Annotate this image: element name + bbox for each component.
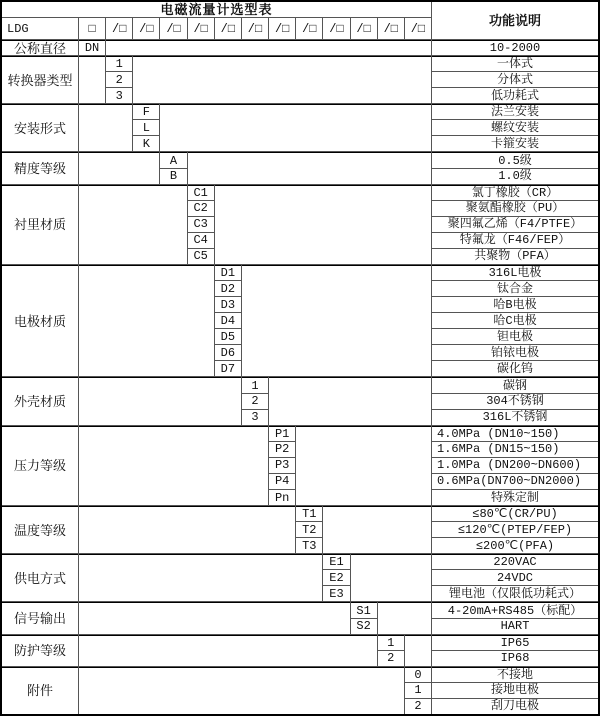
code-cell: E3 [323,586,349,601]
code-cell: D5 [215,329,241,344]
left-spacer [79,506,295,553]
function-cell: 分体式 [432,72,598,87]
left-spacer [79,104,132,151]
code-cell: T3 [296,538,322,553]
category-label: 附件 [2,667,78,714]
left-spacer [79,265,214,377]
code-cell: C3 [188,217,214,232]
model-slot-cell: /□ [215,18,241,39]
code-cell: T1 [296,506,322,521]
left-spacer [79,667,404,714]
right-spacer [133,56,431,103]
category-label: 防护等级 [2,635,78,666]
code-cell: P2 [269,442,295,457]
function-cell: 聚氨酯橡胶（PU） [432,201,598,216]
function-cell: 316L电极 [432,265,598,280]
model-base-code-cell: □ [79,18,105,39]
right-spacer [242,265,431,377]
category-label: 供电方式 [2,554,78,601]
model-slot-cell: /□ [296,18,322,39]
function-cell: 碳钢 [432,377,598,392]
code-cell: C1 [188,185,214,200]
function-cell: HART [432,619,598,634]
model-slot-cell: /□ [242,18,268,39]
code-cell: P1 [269,426,295,441]
function-cell: 钛合金 [432,281,598,296]
function-cell: 4.0MPa (DN10~150) [432,426,598,441]
right-spacer [215,185,431,264]
function-cell: 一体式 [432,56,598,71]
code-cell: 1 [106,56,132,71]
category-label: 衬里材质 [2,185,78,264]
model-slot-cell: /□ [405,18,431,39]
function-cell: ≤120℃(PTEP/FEP) [432,522,598,537]
category-label: 电极材质 [2,265,78,377]
left-spacer [79,426,268,505]
function-column-header: 功能说明 [432,2,598,39]
right-spacer [405,635,431,666]
function-cell: ≤200℃(PFA) [432,538,598,553]
function-cell: 4-20mA+RS485（标配） [432,602,598,617]
model-slot-cell: /□ [188,18,214,39]
function-cell: 24VDC [432,570,598,585]
function-cell: 316L不锈钢 [432,410,598,425]
function-cell: IP68 [432,651,598,666]
code-cell: S2 [351,619,377,634]
code-cell: D6 [215,345,241,360]
function-cell: 220VAC [432,554,598,569]
code-cell: 1 [242,377,268,392]
right-spacer [351,554,431,601]
function-cell: 不接地 [432,667,598,682]
function-cell: 哈B电极 [432,297,598,312]
category-label: 精度等级 [2,152,78,183]
right-spacer [323,506,431,553]
selection-table-grid [2,2,598,714]
model-prefix: LDG [2,18,78,39]
function-cell: 钽电极 [432,329,598,344]
right-spacer [269,377,431,424]
function-cell: 法兰安装 [432,104,598,119]
code-cell: K [133,136,159,151]
category-label: 安装形式 [2,104,78,151]
function-cell: 304不锈钢 [432,394,598,409]
function-cell: 铂铱电极 [432,345,598,360]
left-spacer [79,554,322,601]
category-label: 压力等级 [2,426,78,505]
category-label: 转换器类型 [2,56,78,103]
category-label: 公称直径 [2,40,78,55]
code-cell: Pn [269,490,295,505]
category-label: 外壳材质 [2,377,78,424]
function-cell: 哈C电极 [432,313,598,328]
function-cell: 聚四氟乙烯（F4/PTFE） [432,217,598,232]
model-slot-cell: /□ [269,18,295,39]
code-cell: 2 [405,699,431,714]
left-spacer [79,56,105,103]
code-cell: P3 [269,458,295,473]
code-cell: P4 [269,474,295,489]
function-cell: 特氟龙（F46/FEP） [432,233,598,248]
code-cell: 2 [106,72,132,87]
code-cell: D2 [215,281,241,296]
model-slot-cell: /□ [378,18,404,39]
function-cell: 卡箍安装 [432,136,598,151]
function-cell: 螺纹安装 [432,120,598,135]
code-cell: 3 [106,88,132,103]
left-spacer [79,152,159,183]
left-spacer [79,185,187,264]
code-cell: E2 [323,570,349,585]
function-cell: IP65 [432,635,598,650]
code-cell: E1 [323,554,349,569]
function-cell: 10-2000 [432,40,598,55]
function-cell: 接地电极 [432,683,598,698]
code-cell: D4 [215,313,241,328]
function-cell: 1.6MPa (DN15~150) [432,442,598,457]
function-cell: 氯丁橡胶（CR） [432,185,598,200]
function-cell: 碳化钨 [432,361,598,376]
category-label: 温度等级 [2,506,78,553]
function-cell: 0.6MPa(DN700~DN2000) [432,474,598,489]
model-slot-cell: /□ [106,18,132,39]
left-spacer [79,635,377,666]
code-cell: T2 [296,522,322,537]
function-cell: 1.0MPa (DN200~DN600) [432,458,598,473]
right-spacer [188,152,431,183]
table-title: 电磁流量计选型表 [2,2,431,17]
right-spacer [296,426,431,505]
code-cell: 3 [242,410,268,425]
code-cell: D3 [215,297,241,312]
model-slot-cell: /□ [351,18,377,39]
code-cell: 2 [378,651,404,666]
code-cell: C2 [188,201,214,216]
code-cell: 1 [378,635,404,650]
code-cell: F [133,104,159,119]
left-spacer [79,377,241,424]
right-spacer [106,40,431,55]
code-cell: 0 [405,667,431,682]
code-cell: C4 [188,233,214,248]
model-slot-cell: /□ [160,18,186,39]
code-cell: DN [79,40,105,55]
model-slot-cell: /□ [133,18,159,39]
function-cell: 共聚物（PFA） [432,249,598,264]
code-cell: C5 [188,249,214,264]
function-cell: 刮刀电极 [432,699,598,714]
right-spacer [378,602,431,633]
code-cell: L [133,120,159,135]
code-cell: B [160,169,186,184]
function-cell: 1.0级 [432,169,598,184]
code-cell: D1 [215,265,241,280]
function-cell: 特殊定制 [432,490,598,505]
code-cell: 2 [242,394,268,409]
left-spacer [79,602,350,633]
model-slot-cell: /□ [323,18,349,39]
code-cell: D7 [215,361,241,376]
function-cell: 0.5级 [432,152,598,167]
right-spacer [160,104,431,151]
category-label: 信号输出 [2,602,78,633]
code-cell: S1 [351,602,377,617]
function-cell: ≤80℃(CR/PU) [432,506,598,521]
code-cell: 1 [405,683,431,698]
code-cell: A [160,152,186,167]
function-cell: 低功耗式 [432,88,598,103]
function-cell: 锂电池（仅限低功耗式） [432,586,598,601]
